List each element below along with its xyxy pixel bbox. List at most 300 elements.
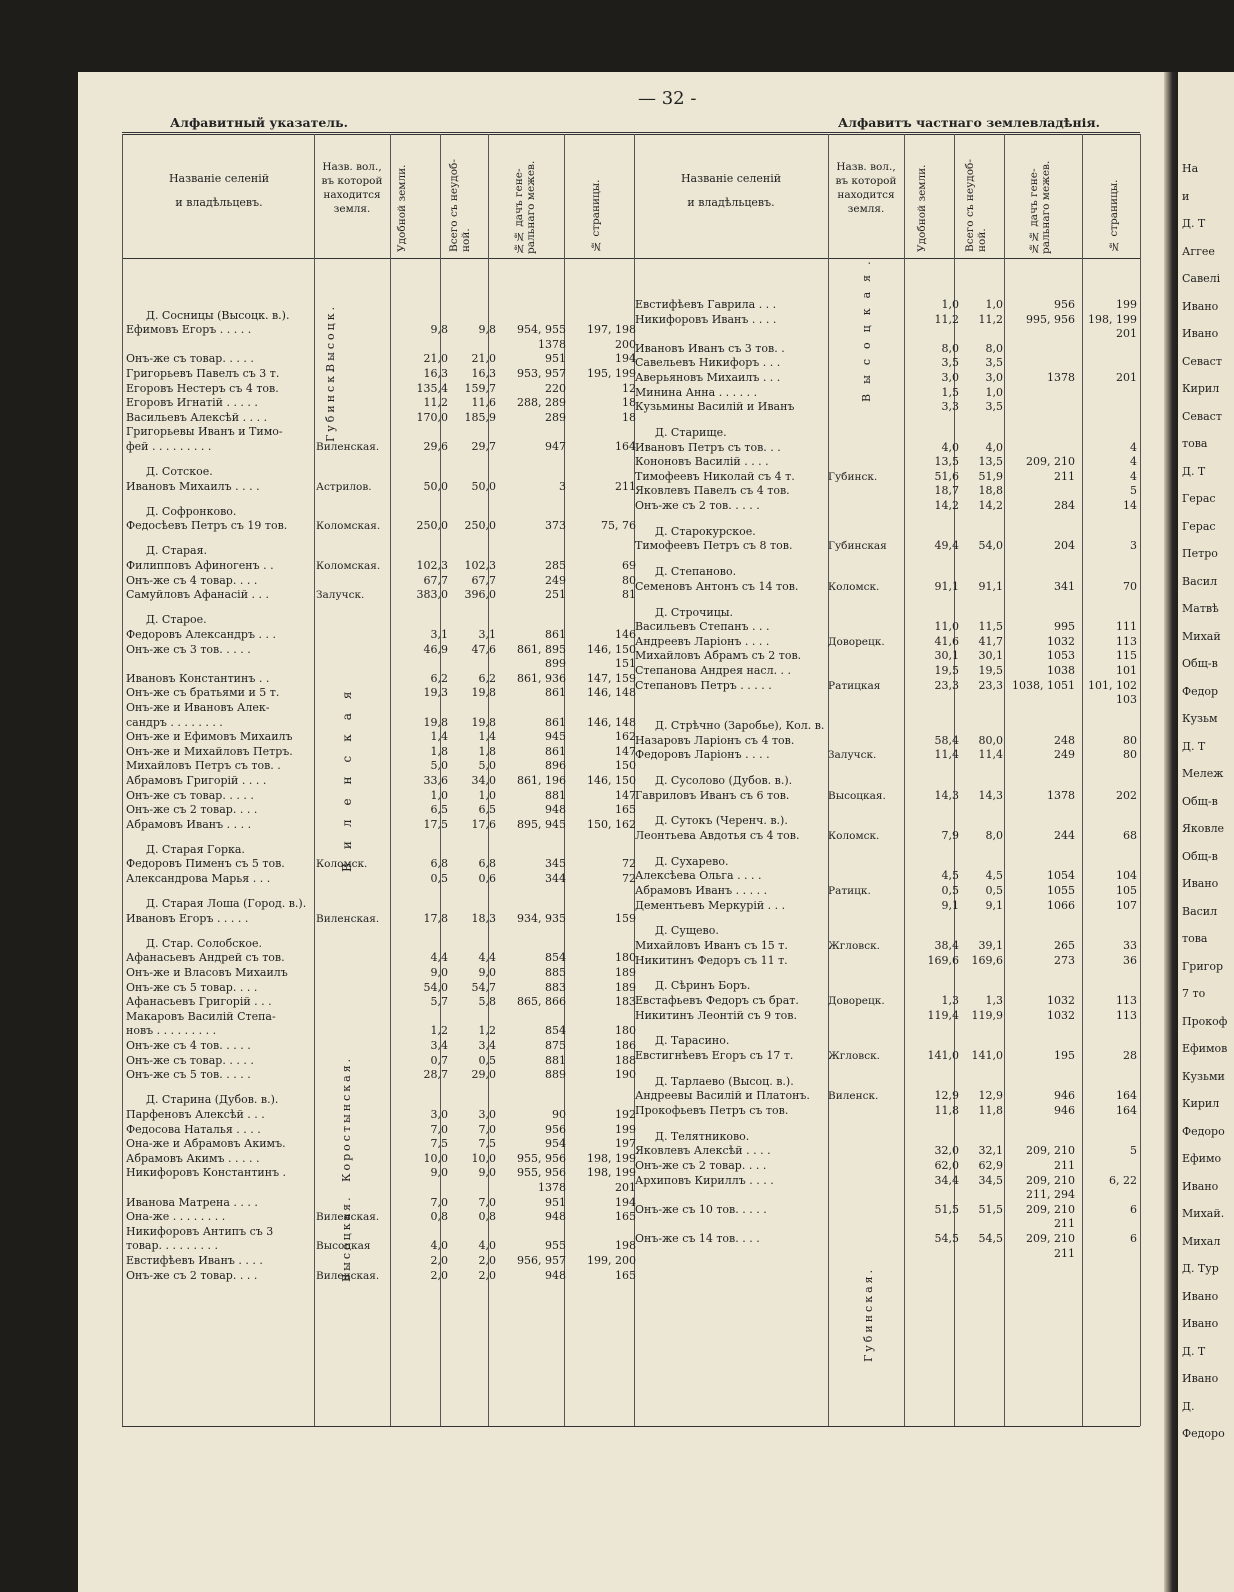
table-row (126, 574, 634, 588)
owner-name: Д. Телятниково. (655, 1129, 750, 1143)
dacha-number: 211 (1054, 469, 1075, 483)
page-number: — 32 - (638, 88, 697, 109)
page-fold (1164, 72, 1178, 1592)
next-page-line: Матвѣ (1182, 602, 1219, 615)
header-left: Алфавитный указатель. (170, 115, 348, 130)
table-row (126, 1123, 634, 1137)
table-row (635, 869, 1140, 883)
dacha-number: 945 (545, 730, 566, 744)
owner-name: Самуйловъ Афанасій . . . (126, 588, 270, 602)
table-row (126, 1166, 634, 1180)
next-page-line: Михал (1182, 1234, 1221, 1248)
page-ref: 104 (1116, 869, 1137, 883)
page-ref: 72 (622, 872, 636, 885)
useful-land: 1,5 (941, 385, 959, 399)
table-row (635, 899, 1140, 913)
owner-name: Никифоровъ Антипъ съ 3 (126, 1224, 274, 1238)
page-ref: 6, 22 (1109, 1173, 1137, 1187)
dacha-number: 1378 (538, 1180, 566, 1194)
total-land: 18,3 (471, 911, 496, 925)
useful-land: 4,0 (941, 440, 959, 454)
table-row (126, 789, 634, 803)
dacha-number: 204 (1054, 539, 1075, 553)
table-row (126, 425, 634, 439)
book-page (78, 72, 1164, 1592)
page-ref: 162 (615, 730, 636, 744)
dacha-number: 1038, 1051 (1012, 678, 1075, 692)
table-row (635, 298, 1140, 312)
volost-name: Коломск. (828, 830, 880, 842)
owner-name: Федосова Наталья . . . . (126, 1122, 261, 1136)
table-row (126, 588, 634, 602)
total-land: 16,3 (471, 366, 496, 380)
page-ref: 199, 200 (587, 1253, 636, 1267)
dacha-number: 209, 210 (1026, 455, 1075, 469)
table-row (635, 649, 1140, 663)
owner-name: новъ . . . . . . . . . (126, 1024, 217, 1038)
dacha-number: 341 (1054, 579, 1075, 593)
owner-name: Онъ-же съ товар. . . . . (126, 788, 254, 802)
total-land: 32,1 (978, 1144, 1003, 1158)
dacha-number: 956, 957 (517, 1253, 566, 1267)
owner-name: Д. Сѣринъ Боръ. (655, 979, 751, 993)
next-page-line: На (1182, 162, 1199, 175)
total-land: 3,4 (478, 1039, 496, 1052)
next-page-line: това (1182, 437, 1208, 450)
table-row (635, 327, 1140, 341)
dacha-number: 273 (1054, 953, 1075, 967)
table-row (126, 643, 634, 657)
table-row (635, 484, 1140, 498)
owner-name: Федоровъ Пименъ съ 5 тов. (126, 857, 285, 871)
useful-land: 34,4 (934, 1173, 959, 1187)
useful-land: 6,5 (430, 803, 448, 817)
owner-name: фей . . . . . . . . . (126, 439, 212, 453)
total-land: 11,8 (978, 1104, 1003, 1117)
page-ref: 146, 150 (587, 773, 636, 787)
useful-land: 5,0 (430, 759, 448, 773)
useful-land: 14,2 (934, 499, 959, 512)
total-land: 13,5 (978, 455, 1003, 469)
total-land: 50,0 (471, 479, 496, 493)
left-volost-vertical-1: Высоцк. (324, 303, 337, 372)
page-ref: 180 (615, 1024, 636, 1038)
dacha-number: 1378 (1047, 788, 1075, 802)
owner-name: Аверьяновъ Михаилъ . . . (635, 371, 781, 384)
volost-name: Ратицк. (828, 885, 871, 897)
total-land: 29,7 (471, 439, 496, 453)
table-row (126, 1108, 634, 1122)
dacha-number: 955, 956 (517, 1151, 566, 1165)
page-ref: 189 (615, 966, 636, 979)
page-ref: 211 (615, 479, 636, 493)
owner-name: Евстафьевъ Федоръ съ брат. (635, 994, 799, 1007)
total-land: 1,4 (478, 730, 496, 744)
owner-name: Д. Старая Лоша (Город. в.). (146, 897, 307, 911)
next-page-line: Общ-в (1182, 849, 1218, 863)
total-land: 7,0 (478, 1195, 496, 1209)
total-land: 2,0 (478, 1253, 496, 1267)
page-ref: 197 (615, 1137, 636, 1151)
useful-land: 7,9 (941, 829, 959, 842)
col-dachi-head-right: №№ дачъ гене- ральнаго межев. (1028, 160, 1052, 254)
table-row (635, 400, 1140, 414)
next-page-line: Д. Т (1182, 217, 1206, 230)
owner-name: Онъ-же и Михайловъ Петръ. (126, 744, 293, 758)
dacha-number: 889 (545, 1068, 566, 1082)
next-page-line: Григор (1182, 959, 1224, 973)
total-land: 0,8 (478, 1210, 496, 1224)
owner-name: Архиповъ Кириллъ . . . . (635, 1173, 774, 1187)
dacha-number: 1032 (1047, 994, 1075, 1007)
table-row (635, 356, 1140, 370)
useful-land: 21,0 (423, 352, 448, 366)
next-page-line: Севаст (1182, 354, 1222, 368)
dacha-number: 209, 210 (1026, 1144, 1075, 1158)
table-row (126, 1054, 634, 1068)
owner-name: Яковлевъ Алексѣй . . . . (635, 1144, 771, 1158)
next-page-line: Васил (1182, 574, 1218, 588)
table-row (126, 519, 634, 533)
table-row (126, 1181, 634, 1195)
useful-land: 7,0 (430, 1195, 448, 1209)
page-ref: 80 (622, 573, 636, 587)
table-row (126, 352, 634, 366)
total-land: 102,3 (464, 559, 496, 572)
total-land: 169,6 (971, 953, 1003, 967)
page-ref: 201 (615, 1180, 636, 1194)
total-land: 3,5 (985, 400, 1003, 414)
volost-name: Виленская. (316, 1269, 380, 1282)
total-land: 7,5 (478, 1137, 496, 1151)
total-land: 9,8 (478, 323, 496, 337)
next-page-line: Федоро (1182, 1124, 1225, 1138)
dacha-number: 220 (545, 381, 566, 395)
owner-name: Афанасьевъ Андрей съ тов. (126, 951, 285, 965)
page-ref: 111 (1116, 620, 1137, 634)
total-land: 34,0 (471, 773, 496, 787)
next-page-line: Кирил (1182, 1097, 1220, 1110)
total-land: 11,2 (978, 312, 1003, 326)
total-land: 9,1 (985, 898, 1003, 912)
page-ref: 5 (1130, 484, 1137, 498)
volost-name: Виленская. (316, 1211, 380, 1224)
page-ref: 4 (1130, 440, 1137, 454)
next-page-line: Д. (1182, 1399, 1195, 1413)
table-row (126, 995, 634, 1009)
settlement-heading (635, 1130, 1140, 1144)
page-ref: 103 (1116, 693, 1137, 707)
dacha-number: 1066 (1047, 898, 1075, 912)
owner-name: Афанасьевъ Григорій . . . (126, 995, 272, 1009)
dacha-number: 1038 (1047, 664, 1075, 677)
volost-name: Высоцкая. (828, 789, 886, 802)
dacha-number: 954, 955 (517, 323, 566, 337)
table-row (126, 951, 634, 965)
volost-name: Виленская. (316, 440, 380, 453)
table-row (635, 1247, 1140, 1261)
useful-land: 6,2 (430, 671, 448, 685)
table-row (635, 1217, 1140, 1231)
left-volost-vertical-3: Виленская (340, 677, 354, 872)
owner-name: Онъ-же и Ефимовъ Михаилъ (126, 730, 293, 744)
table-row (126, 411, 634, 425)
total-land: 67,7 (471, 573, 496, 587)
table-row (126, 1137, 634, 1151)
table-row (635, 441, 1140, 455)
dacha-number: 248 (1054, 733, 1075, 747)
table-row (635, 693, 1140, 707)
settlement-heading (635, 565, 1140, 579)
page-ref: 194 (615, 1195, 636, 1209)
col-total-head-left: Всего съ неудоб- ной. (448, 159, 472, 252)
total-land: 3,0 (985, 371, 1003, 384)
page-ref: 5 (1130, 1144, 1137, 1158)
owner-name: Онъ-же и Ивановъ Алек- (126, 700, 270, 714)
dacha-number: 265 (1054, 939, 1075, 952)
next-page-line: Ивано (1182, 327, 1219, 340)
owner-name: Онъ-же съ 4 тов. . . . . (126, 1039, 251, 1052)
owner-name: Иванова Матрена . . . . (126, 1195, 258, 1209)
table-row (635, 1232, 1140, 1246)
settlement-heading (126, 937, 634, 951)
settlement-heading (635, 979, 1140, 993)
dacha-number: 951 (545, 1195, 566, 1209)
table-row (126, 1210, 634, 1224)
dacha-number: 209, 210 (1026, 1232, 1075, 1245)
page-ref: 192 (615, 1107, 636, 1121)
settlement-heading (635, 814, 1140, 828)
col-dachi-head-left: №№ дачъ гене- ральнаго межев. (513, 160, 537, 254)
dacha-number: 289 (545, 410, 566, 424)
useful-land: 12,9 (934, 1089, 959, 1103)
table-row (635, 1009, 1140, 1023)
total-land: 51,9 (978, 469, 1003, 483)
owner-name: Д. Старище. (655, 426, 727, 439)
table-row (635, 1159, 1140, 1173)
dacha-number: 251 (545, 588, 566, 602)
page-ref: 195, 199 (587, 366, 636, 380)
table-row (126, 396, 634, 410)
owner-name: Филипповъ Афиногенъ . . (126, 559, 274, 572)
useful-land: 32,0 (934, 1144, 959, 1158)
page-ref: 146, 148 (587, 715, 636, 729)
total-land: 9,0 (478, 966, 496, 979)
useful-land: 4,5 (941, 869, 959, 883)
volost-name: Коломская. (316, 520, 381, 533)
table-row (126, 912, 634, 926)
dacha-number: 861, 196 (517, 773, 566, 787)
col-pages-head-right: № страницы. (1108, 179, 1120, 252)
dacha-number: 1378 (538, 337, 566, 351)
total-land: 0,5 (985, 884, 1003, 897)
dacha-number: 896 (545, 759, 566, 773)
table-row (126, 759, 634, 773)
useful-land: 17,8 (423, 911, 448, 925)
page-ref: 165 (615, 803, 636, 817)
table-row (126, 1010, 634, 1024)
next-page-line: и (1182, 189, 1190, 203)
owner-name: Андреевъ Ларіонъ . . . . (635, 634, 770, 648)
table-row (635, 1104, 1140, 1118)
page-ref: 3 (1130, 539, 1137, 553)
owner-name: Онъ-же съ 5 тов. . . . . (126, 1068, 251, 1082)
owner-name: Михайловъ Петръ съ тов. . (126, 759, 281, 773)
useful-land: 50,0 (423, 479, 448, 493)
page-ref: 14 (1123, 499, 1137, 512)
useful-land: 4,4 (430, 951, 448, 965)
next-page-line: Д. Т (1182, 1344, 1206, 1358)
useful-land: 141,0 (927, 1049, 959, 1062)
useful-land: 2,0 (430, 1268, 448, 1282)
useful-land: 13,5 (934, 455, 959, 469)
dacha-number: 209, 210 (1026, 1202, 1075, 1216)
dacha-number: 854 (545, 1024, 566, 1038)
owner-name: Федосѣевъ Петръ съ 19 тов. (126, 519, 288, 533)
useful-land: 7,5 (430, 1137, 448, 1151)
total-land: 21,0 (471, 352, 496, 366)
total-land: 29,0 (471, 1068, 496, 1082)
dacha-number: 90 (552, 1107, 566, 1121)
useful-land: 3,1 (430, 627, 448, 641)
useful-land: 1,0 (430, 788, 448, 802)
page-ref: 198, 199 (587, 1151, 636, 1165)
useful-land: 19,3 (423, 686, 448, 700)
page-ref: 164 (1116, 1104, 1137, 1117)
dacha-number: 249 (545, 573, 566, 587)
owner-name: Васильевъ Алексѣй . . . . (126, 410, 268, 424)
column-line (122, 134, 123, 1426)
owner-name: Григорьевъ Павелъ съ 3 т. (126, 366, 280, 380)
owner-name: Онъ-же съ 2 товар. . . . (126, 1268, 258, 1282)
owner-name: Ивановъ Михаилъ . . . . (126, 479, 260, 493)
dacha-number: 861 (545, 627, 566, 641)
dacha-number: 854 (545, 951, 566, 965)
owner-name: Никитинъ Леонтій съ 9 тов. (635, 1008, 797, 1022)
useful-land: 54,5 (934, 1232, 959, 1245)
table-row (126, 367, 634, 381)
next-page-line: Ивано (1182, 1289, 1219, 1303)
owner-name: Никитинъ Федоръ съ 11 т. (635, 953, 788, 967)
dacha-number: 956 (1054, 298, 1075, 311)
volost-name: Залучск. (828, 749, 877, 762)
owner-name: Яковлевъ Павелъ съ 4 тов. (635, 484, 790, 498)
total-land: 250,0 (464, 519, 496, 533)
owner-name: Д. Стрѣчно (Заробье), Кол. в. (655, 719, 825, 732)
useful-land: 11,0 (934, 620, 959, 634)
table-row (126, 382, 634, 396)
page-ref: 107 (1116, 898, 1137, 912)
owner-name: Онъ-же съ 4 товар. . . . (126, 573, 258, 587)
total-land: 17,6 (471, 817, 496, 831)
table-row (635, 829, 1140, 843)
total-land: 119,9 (971, 1008, 1003, 1022)
table-row (126, 716, 634, 730)
useful-land: 1,8 (430, 744, 448, 758)
page-ref: 198, 199 (1088, 312, 1137, 326)
table-row (126, 1225, 634, 1239)
dacha-number: 951 (545, 352, 566, 366)
owner-name: Д. Старая. (146, 544, 208, 558)
owner-name: Леонтьева Авдотья съ 4 тов. (635, 829, 800, 842)
dacha-number: 211, 294 (1026, 1188, 1075, 1202)
volost-name: Ратицкая (828, 679, 881, 692)
settlement-heading (126, 309, 634, 323)
page-ref: 147 (615, 788, 636, 802)
page-ref: 6 (1130, 1202, 1137, 1216)
settlement-heading (126, 843, 634, 857)
owner-name: Онъ-же и Власовъ Михаилъ (126, 966, 288, 979)
page-ref: 180 (615, 951, 636, 965)
owner-name: Григорьевы Иванъ и Тимо- (126, 425, 283, 439)
table-row (635, 734, 1140, 748)
page-ref: 188 (615, 1053, 636, 1067)
owner-name: Абрамовъ Иванъ . . . . (126, 817, 252, 831)
useful-land: 9,0 (430, 1166, 448, 1180)
col-name-head-left: Названіе селеній и владѣльцевъ. (168, 172, 270, 209)
table-row (126, 440, 634, 454)
page-ref: 18 (622, 410, 636, 424)
col-name-head-right: Названіе селеній и владѣльцевъ. (680, 172, 782, 209)
dacha-number: 1053 (1047, 649, 1075, 663)
owner-name: Д. Сусолово (Дубов. в.). (655, 774, 793, 787)
owner-name: Онъ-же съ 2 тов. . . . . (635, 499, 760, 512)
owner-name: Д. Тарасино. (655, 1034, 730, 1048)
total-land: 11,5 (978, 620, 1003, 634)
owner-name: Никифоровъ Константинъ . (126, 1166, 287, 1180)
volost-name: Коломск. (316, 858, 368, 871)
owner-name: Д. Сухарево. (655, 854, 729, 868)
dacha-number: 373 (545, 519, 566, 533)
settlement-heading (635, 924, 1140, 938)
useful-land: 11,4 (934, 748, 959, 762)
total-land: 6,8 (478, 857, 496, 871)
owner-name: Д. Степаново. (655, 565, 737, 579)
table-row (126, 730, 634, 744)
table-row (635, 1049, 1140, 1063)
settlement-heading (126, 465, 634, 479)
useful-land: 91,1 (934, 579, 959, 593)
dacha-number: 1032 (1047, 634, 1075, 648)
page-ref: 28 (1123, 1049, 1137, 1062)
total-land: 8,0 (985, 829, 1003, 842)
page-ref: 190 (615, 1068, 636, 1082)
useful-land: 8,0 (941, 341, 959, 355)
volost-name: Губинск. (828, 470, 878, 483)
total-land: 14,3 (978, 788, 1003, 802)
col-useful-head-left: Удобной земли. (396, 164, 408, 252)
useful-land: 1,0 (941, 298, 959, 311)
table-row (126, 966, 634, 980)
next-page-line: Ивано (1182, 1179, 1219, 1193)
dacha-number: 956 (545, 1122, 566, 1136)
total-land: 80,0 (978, 733, 1003, 747)
owner-name: Гавриловъ Иванъ съ 6 тов. (635, 788, 790, 802)
volost-name: Доворецк. (828, 635, 885, 648)
owner-name: Минина Анна . . . . . . (635, 385, 758, 399)
table-row (635, 455, 1140, 469)
total-land: 91,1 (978, 579, 1003, 593)
col-volost-head-right: Назв. вол., въ которой находится земля. (835, 161, 897, 215)
next-page-line: Общ-в (1182, 657, 1218, 670)
next-page-line: Д. Тур (1182, 1262, 1219, 1275)
useful-land: 58,4 (934, 733, 959, 747)
total-land: 23,3 (978, 678, 1003, 692)
dacha-number: 1054 (1047, 869, 1075, 883)
next-page-line: Общ-в (1182, 794, 1218, 808)
owner-name: Тимофеевъ Петръ съ 8 тов. (635, 539, 793, 553)
volost-name: Коломск. (828, 580, 880, 593)
